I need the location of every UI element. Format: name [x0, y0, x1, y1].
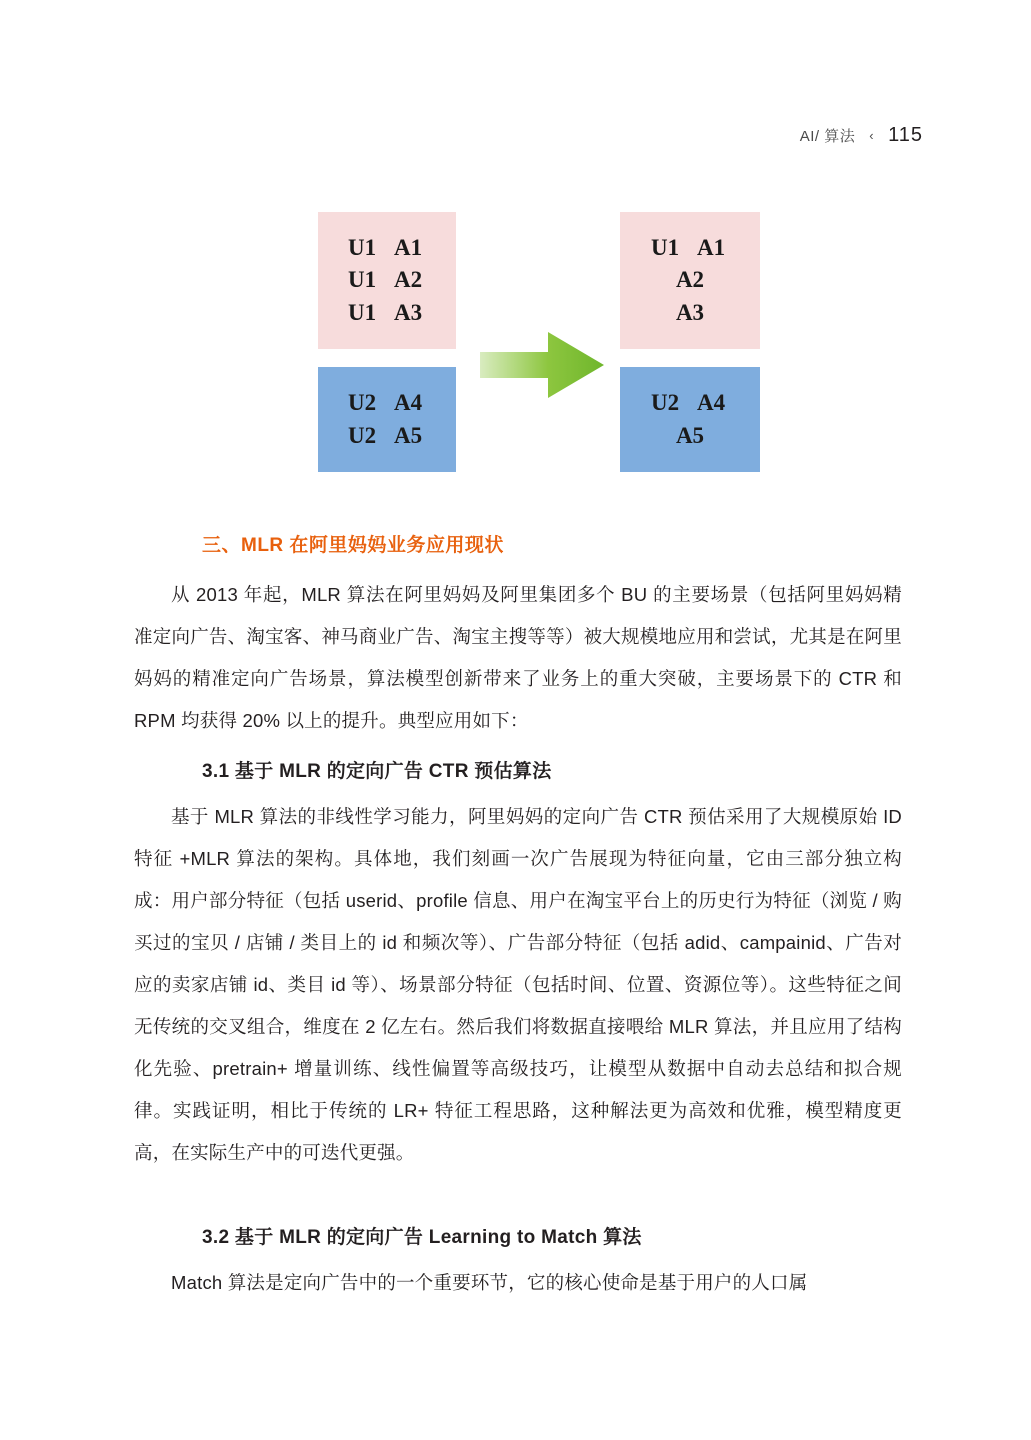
figure-user-label: U1 [348, 299, 377, 325]
arrow-right-icon [476, 330, 608, 400]
figure-left-pink-box [318, 212, 456, 349]
figure-ad-label: A3 [394, 299, 423, 325]
figure-line [348, 420, 426, 453]
figure-line [651, 232, 729, 265]
running-head [800, 124, 923, 147]
figure-ad-label: A4 [394, 389, 423, 415]
figure-right-pink-box [620, 212, 760, 349]
intro-paragraph-block [134, 574, 902, 742]
figure-ad-label: A5 [675, 422, 705, 448]
subsection-heading-3-2: 3.2 基于 MLR 的定向广告 Learning to Match 算法 [202, 1227, 642, 1248]
figure-user-label: U1 [651, 234, 680, 260]
figure-user-ad-grouping [318, 212, 768, 472]
chevron-left-icon: ‹ [869, 128, 875, 143]
subsection-3-1-paragraph: 基于 MLR 算法的非线性学习能力，阿里妈妈的定向广告 CTR 预估采用了大规模原始 ID 特征 +MLR 算法的架构。具体地，我们刻画一次广告展现为特征向量，它由三部分独立构成：用户部分特征（包括 userid、profile 信息、用户在淘宝平台上的历史行为特征（浏览 / 购买过的宝贝 / 店铺 / 类目上的 id 和频次等）、广告部分特征（包括 adid、campainid、广告对应的卖家店铺 id、类目 id 等）、场景部分特征（包括时间、位置、资源位等）。这些特征之间无传统的交叉组合，维度在 2 亿左右。然后我们将数据直接喂给 MLR 算法，并且应用了结构化先验、pretrain+ 增量训练、线性偏置等高级技巧，让模型从数据中自动去总结和拟合规律。实践证明，相比于传统的 LR+ 特征工程思路，这种解法更为高效和优雅，模型精度更高，在实际生产中的可迭代更强。 [134, 806, 902, 1163]
subsection-3-2-block [134, 1262, 902, 1304]
section-heading: 三、MLR 在阿里妈妈业务应用现状 [202, 535, 504, 556]
figure-left-blue-box [318, 367, 456, 472]
figure-user-label: U2 [651, 389, 680, 415]
figure-line [348, 387, 426, 420]
subsection-heading-3-1: 3.1 基于 MLR 的定向广告 CTR 预估算法 [202, 761, 552, 782]
figure-user-label: U2 [348, 389, 377, 415]
figure-user-label: U1 [348, 267, 377, 293]
figure-line [348, 232, 426, 265]
subsection-3-2-paragraph: Match 算法是定向广告中的一个重要环节，它的核心使命是基于用户的人口属 [171, 1272, 808, 1293]
figure-line [348, 297, 426, 330]
intro-paragraph: 从 2013 年起，MLR 算法在阿里妈妈及阿里集团多个 BU 的主要场景（包括阿里妈妈精准定向广告、淘宝客、神马商业广告、淘宝主搜等等）被大规模地应用和尝试，尤其是在阿里妈妈的精准定向广告场景，算法模型创新带来了业务上的重大突破，主要场景下的 CTR 和 RPM 均获得 20% 以上的提升。典型应用如下： [134, 584, 902, 731]
subsection-3-1-block [134, 796, 902, 1174]
figure-right-column [620, 212, 760, 472]
figure-line [348, 264, 426, 297]
figure-line [676, 420, 704, 453]
figure-right-blue-box [620, 367, 760, 472]
figure-ad-label: A2 [675, 267, 705, 293]
figure-line [676, 264, 704, 297]
figure-ad-label: A4 [697, 389, 726, 415]
figure-user-label: U2 [348, 422, 377, 448]
page-number: 115 [888, 124, 923, 146]
figure-ad-label: A1 [697, 234, 726, 260]
figure-ad-label: A3 [675, 299, 705, 325]
figure-user-label: U1 [348, 234, 377, 260]
figure-ad-label: A1 [394, 234, 423, 260]
figure-left-column [318, 212, 456, 472]
figure-line [676, 297, 704, 330]
figure-ad-label: A2 [394, 267, 423, 293]
figure-line [651, 387, 729, 420]
running-head-label: AI/ 算法 [799, 128, 856, 145]
figure-ad-label: A5 [394, 422, 423, 448]
